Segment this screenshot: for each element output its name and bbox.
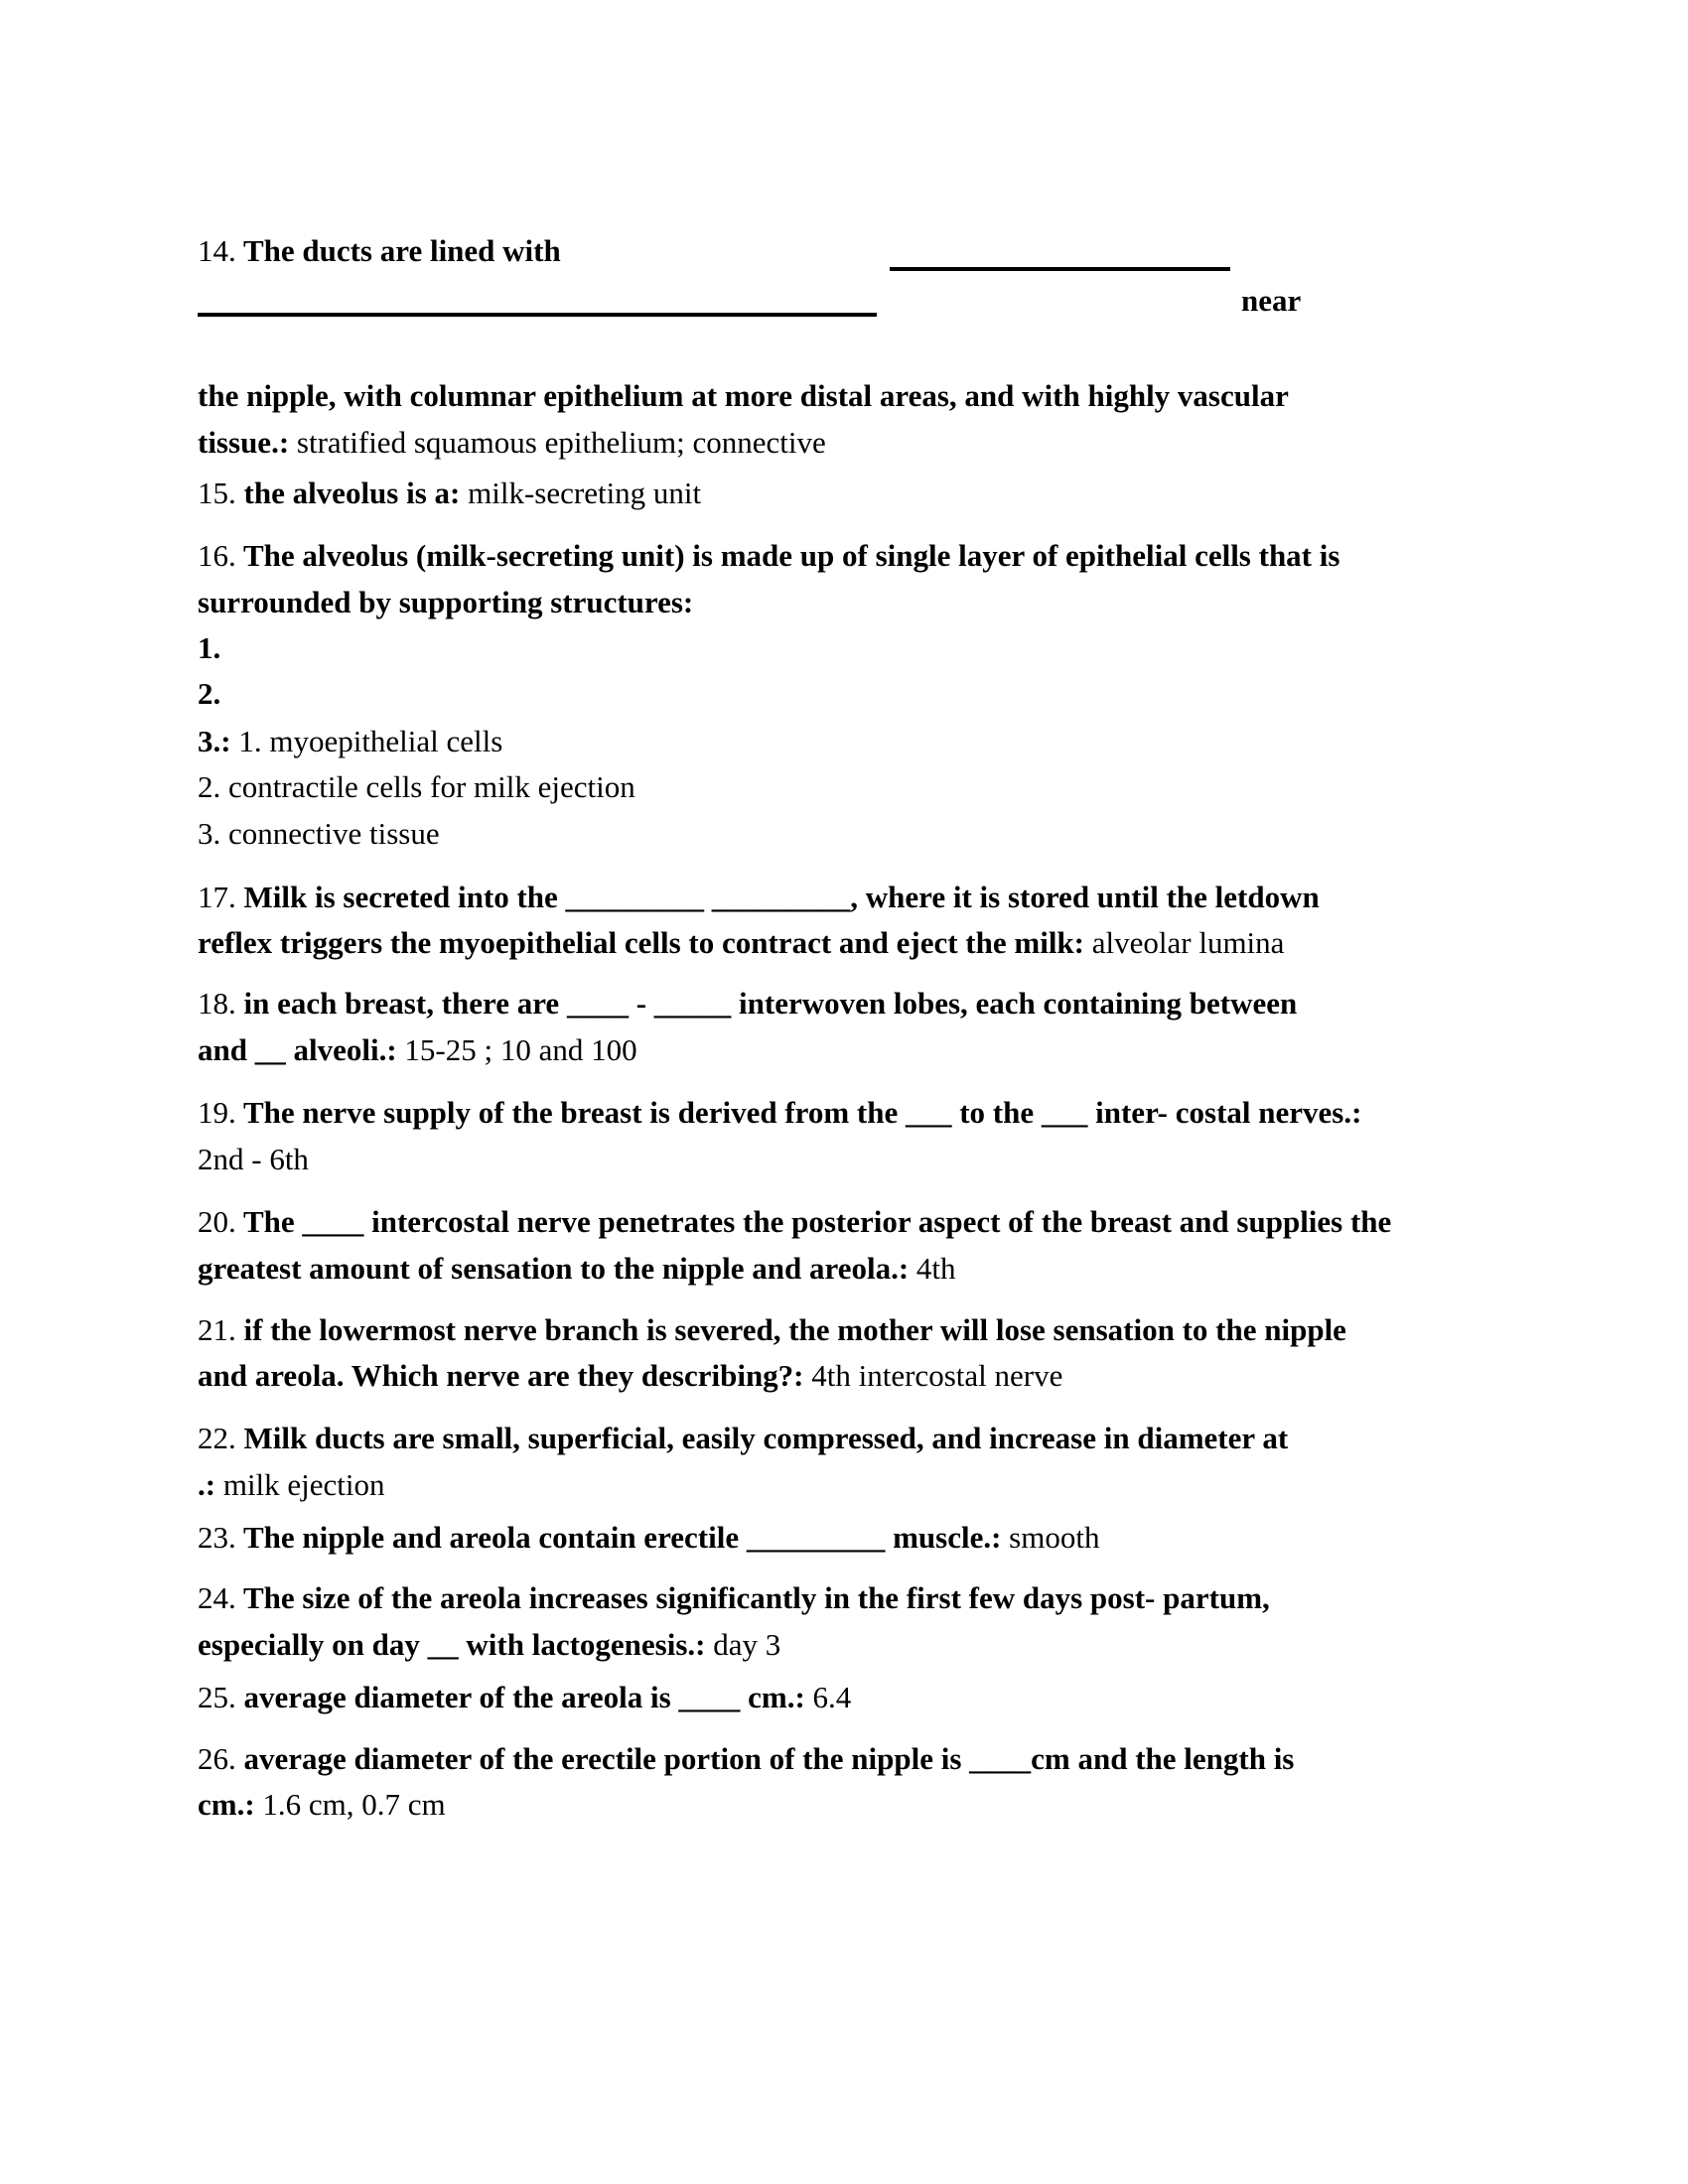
answer-text: 2. contractile cells for milk ejection: [198, 769, 635, 804]
question-text: The nipple and areola contain erectile _________ muscle.:: [235, 1520, 1002, 1555]
question-text: 3.:: [198, 724, 231, 758]
question-text: 2.: [198, 676, 221, 711]
answer-text: milk ejection: [215, 1467, 385, 1502]
document-line: [198, 1578, 1270, 1618]
answer-text: smooth: [1001, 1520, 1100, 1555]
document-line: [198, 878, 1320, 917]
question-text: the nipple, with columnar epithelium at more distal areas, and with highly vascular: [198, 378, 1289, 413]
question-text: Milk ducts are small, superficial, easily compressed, and increase in diameter at: [235, 1421, 1289, 1455]
question-number: 14.: [198, 233, 236, 268]
question-text: average diameter of the areola is ____ cm.:: [235, 1680, 805, 1714]
document-line: [198, 1518, 1099, 1558]
question-text: The ____ intercostal nerve penetrates the posterior aspect of the breast and supplies the: [235, 1204, 1392, 1239]
answer-text: 17.: [198, 880, 236, 914]
answer-text: 24.: [198, 1580, 236, 1615]
question-text: and __ alveoli.:: [198, 1032, 397, 1067]
answer-text: 16.: [198, 538, 236, 573]
answer-text: 1. myoepithelial cells: [230, 724, 503, 758]
document-line: [198, 1249, 956, 1289]
answer-text: 3. connective tissue: [198, 816, 440, 851]
document-line: [198, 628, 220, 668]
answer-text: stratified squamous epithelium; connective: [289, 425, 826, 460]
document-line: [198, 1093, 1361, 1133]
question-text: the alveolus is a:: [235, 476, 461, 510]
document-line: [198, 1739, 1294, 1779]
answer-text: day 3: [705, 1627, 781, 1662]
document-line: [198, 423, 826, 463]
document-line: [198, 376, 1289, 416]
document-line: [198, 1030, 637, 1070]
document-line: [198, 583, 693, 622]
document-line: [198, 474, 701, 513]
answer-text: 20.: [198, 1204, 236, 1239]
answer-text: 4th: [909, 1251, 956, 1286]
question-text: if the lowermost nerve branch is severed, the mother will lose sensation to the nipple: [235, 1312, 1346, 1347]
answer-text: 6.4: [804, 1680, 852, 1714]
question-text: in each breast, there are ____ - _____ interwoven lobes, each containing between: [235, 986, 1298, 1021]
answer-text: 15.: [198, 476, 236, 510]
question-14-prompt: [198, 231, 561, 271]
question-text: The alveolus (milk-secreting unit) is made up of single layer of epithelial cells that is: [235, 538, 1340, 573]
question-text: Milk is secreted into the _________ _________, where it is stored until the letdown: [235, 880, 1320, 914]
answer-text: 21.: [198, 1312, 236, 1347]
question-14-near: near: [1241, 283, 1302, 318]
question-text: The size of the areola increases significantly in the first few days post- partum,: [235, 1580, 1270, 1615]
question-text: average diameter of the erectile portion of the nipple is ____cm and the length is: [235, 1741, 1295, 1776]
answer-text: 15-25 ; 10 and 100: [396, 1032, 637, 1067]
answer-text: 2nd - 6th: [198, 1142, 309, 1176]
document-line: [198, 1202, 1391, 1242]
answer-text: 18.: [198, 986, 236, 1021]
document-line: [198, 767, 635, 807]
question-text: and areola. Which nerve are they describing?:: [198, 1358, 804, 1393]
answer-blank-1: [890, 267, 1230, 271]
answer-text: 26.: [198, 1741, 236, 1776]
document-line: [198, 1356, 1062, 1396]
question-text: 1.: [198, 630, 221, 665]
question-text: especially on day __ with lactogenesis.:: [198, 1627, 706, 1662]
question-text: reflex triggers the myoepithelial cells to contract and eject the milk:: [198, 925, 1084, 960]
document-line: [198, 1310, 1346, 1350]
document-line: [198, 1140, 309, 1179]
question-text: The ducts are lined with: [235, 233, 561, 268]
answer-text: 23.: [198, 1520, 236, 1555]
document-line: [198, 923, 1284, 963]
question-text: greatest amount of sensation to the nipple and areola.:: [198, 1251, 910, 1286]
question-text: tissue.:: [198, 425, 290, 460]
answer-text: 19.: [198, 1095, 236, 1130]
answer-text: alveolar lumina: [1084, 925, 1285, 960]
document-line: [198, 1465, 385, 1505]
answer-text: milk-secreting unit: [460, 476, 702, 510]
question-text: surrounded by supporting structures:: [198, 585, 694, 619]
document-line: [198, 536, 1339, 576]
answer-blank-2: [198, 313, 877, 317]
document-line: [198, 1625, 780, 1665]
document-line: [198, 1785, 446, 1825]
document-line: [198, 1419, 1288, 1458]
document-line: [198, 1678, 851, 1717]
document-line: [198, 722, 502, 761]
question-text: cm.:: [198, 1787, 255, 1822]
document-line: [198, 674, 220, 714]
document-line: [198, 984, 1297, 1024]
question-text: The nerve supply of the breast is derived from the ___ to the ___ inter- costal nerves.:: [235, 1095, 1362, 1130]
question-text: .:: [198, 1467, 216, 1502]
answer-text: 1.6 cm, 0.7 cm: [254, 1787, 446, 1822]
document-line: [198, 814, 440, 854]
answer-text: 25.: [198, 1680, 236, 1714]
answer-text: 4th intercostal nerve: [803, 1358, 1063, 1393]
answer-text: 22.: [198, 1421, 236, 1455]
